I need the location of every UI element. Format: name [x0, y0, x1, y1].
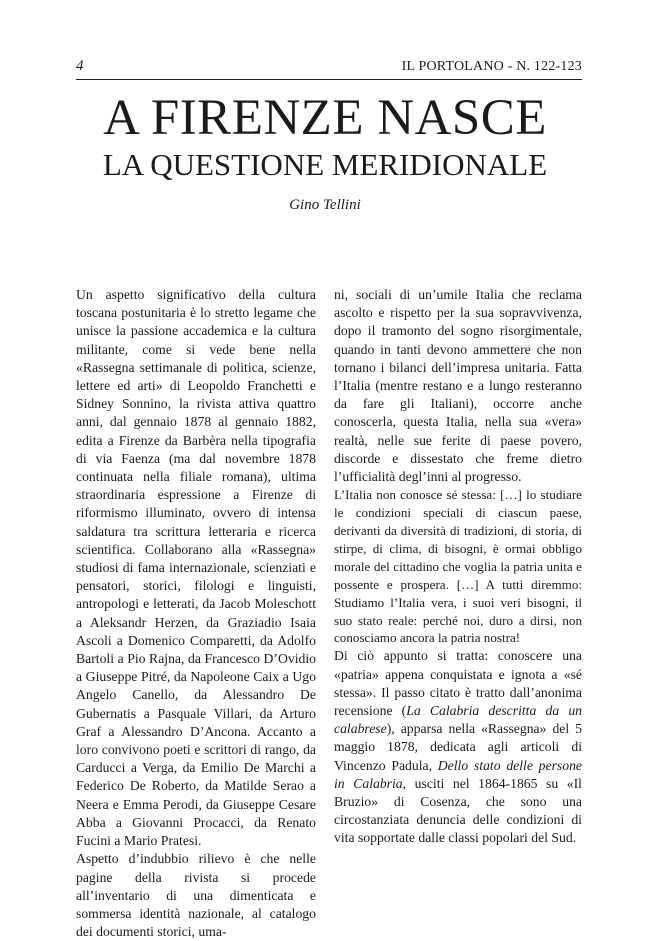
text-run: Di ciò appunto si tratta: conoscere una «patria» appena conquistata e ignota a «sé stessa». Il passo citato è tratto dall’anonima recensione (	[334, 648, 582, 718]
text-run: , usciti nel 1864-1865 su «Il Bruzio» di Cosenza, che sono una circostanziata denuncia delle condizioni di vita sopportate dalle classi popolari del Sud.	[334, 775, 582, 846]
body-paragraph: Un aspetto significativo della cultura toscana postunitaria è lo stretto legame che unisce la passione accademica e la cultura militante, come si vede bene nella «Rassegna settimanale di politica, scienze, lettere ed arti» di Leopoldo Franchetti e Sidney Sonnino, la rivista attiva quattro anni, dal gennaio 1878 al gennaio 1882, edita a Firenze da Barbèra nella tipografia di via Faenza (ma dal novembre 1878 continuata nella filiale romana), ultima straordinaria espressione a Firenze di riformismo illuminato, ovvero di intensa saldatura tra scrittura letteraria e ricerca scientifica. Collaborano alla «Rassegna» studiosi di fama internazionale, scienziati e pensatori, storici, filologi e linguisti, antropologi e letterati, da Jacob Moleschott a Aleksandr Herzen, da Graziadio Isaia Ascoli a Domenico Comparetti, da Adolfo Bartoli a Pio Rajna, da Francesco D’Ovidio a Giuseppe Pitré, da Napoleone Caix a Ugo Angelo Canello, da Alessandro De Gubernatis a Pasquale Villari, da Arturo Graf a Alessandro D’Ancona. Accanto a loro convivono poeti e scrittori di rango, da Carducci a Verga, da Emilio De Marchi a Federico De Roberto, da Matilde Serao a Neera e Emma Perodi, da Giuseppe Cesare Abba a Giovanni Procacci, da Renato Fucini a Mario Pratesi.	[76, 287, 316, 849]
body-paragraph: ni, sociali di un’umile Italia che reclama ascolto e rispetto per la sua sopravvivenza, dopo il tramonto del sogno risorgimentale, quando in tanti devono ammettere che non tornano i bilanci dell’impresa unitaria. Fatta l’Italia (mentre restano e a lungo resteranno da fare gli Italiani), occorre anche conoscerla, questa Italia, nella sua «vera» realtà, nelle sue ferite di paese povero, discorde e dissestato che freme dietro l’ufficialità degl’inni al progresso.	[334, 287, 582, 485]
body-paragraph: Aspetto d’indubbio rilievo è che nelle pagine della rivista si procede all’inventario di una dimenticata e sommersa identità nazionale, al catalogo dei documenti storici, uma-	[76, 851, 316, 940]
journal-title: IL PORTOLANO - N. 122-123	[401, 59, 582, 74]
article-author: Gino Tellini	[289, 197, 361, 213]
article-subtitle: LA QUESTIONE MERIDIONALE	[102, 147, 548, 182]
text-run: ), apparsa nella «Rassegna» del 5 maggio 1878, dedicata agli articoli di Vincenzo Padula,	[334, 721, 582, 773]
article-title: A FIRENZE NASCE	[103, 90, 547, 146]
right-column	[334, 286, 582, 848]
block-quote: L’Italia non conosce sé stessa: […] lo studiare le condizioni speciali di ciascun paese, derivanti da diversità di tradizioni, di storia, di stirpe, di clima, di bisogni, è ormai obbligo morale del cittadino che voglia la patria unita e possente e prospera. […] A tutti diremmo: Studiamo l’Italia vera, i suoi veri bisogni, il suo stato reale: perché noi, duro a dirsi, non conosciamo ancora la patria nostra!	[334, 487, 582, 646]
running-header	[76, 58, 582, 78]
body-paragraph	[334, 647, 582, 847]
left-column	[76, 286, 316, 941]
header-rule	[76, 79, 582, 80]
italic-title: Dello stato delle persone in Calabria	[334, 757, 583, 791]
italic-title: La Calabria descritta da un calabrese	[334, 703, 583, 737]
page-number: 4	[76, 58, 84, 74]
